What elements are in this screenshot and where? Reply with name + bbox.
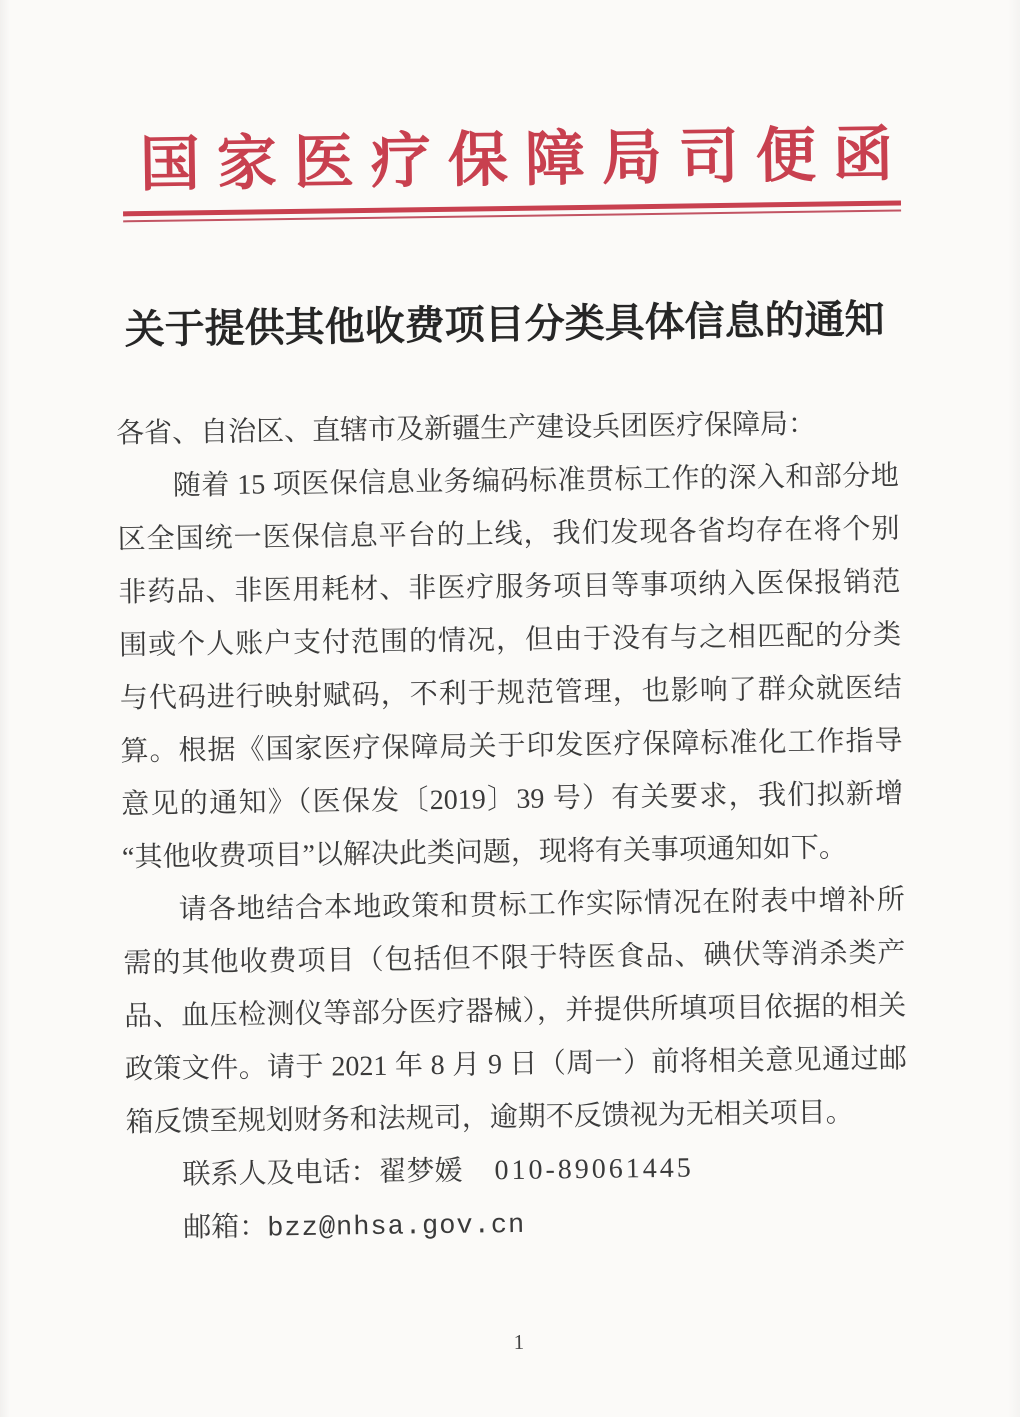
- document-body: [116, 397, 910, 1259]
- letterhead-title: 国家医疗保障局司便函: [139, 121, 911, 199]
- salutation-line: 各省、自治区、直辖市及新疆生产建设兵团医疗保障局：: [115, 408, 817, 450]
- email-line: [127, 1191, 910, 1258]
- contact-name: 翟梦媛: [378, 1155, 463, 1188]
- body-paragraph: 请各地结合本地政策和贯标工作实际情况在附表中增补所需的其他收费项目（包括但不限于特医食品、碘伏等消杀类产品、血压检测仪等部分医疗器械），并提供所填项目依据的相关政策文件。请于 2021 年 8 月 9 日（周一）前将相关意见通过邮箱反馈至规划财务和法规司，逾期不反馈视为无相关项目。: [123, 884, 908, 1139]
- letterhead-divider: [123, 200, 901, 222]
- email-label: 邮箱：: [183, 1211, 268, 1244]
- email-address: bzz@nhsa.gov.cn: [267, 1210, 526, 1245]
- document-title: 关于提供其他收费项目分类具体信息的通知: [124, 296, 885, 353]
- contact-phone: 010-89061445: [494, 1152, 695, 1187]
- page-number: 1: [513, 1329, 525, 1355]
- body-paragraph: 随着 15 项医保信息业务编码标准贯标工作的深入和部分地区全国统一医保信息平台的上线，我们发现各省均存在将个别非药品、非医用耗材、非医疗服务项目等事项纳入医保报销范围或个人账户支付范围的情况，但由于没有与之相匹配的分类与代码进行映射赋码，不利于规范管理，也影响了群众就医结算。根据《国家医疗保障局关于印发医疗保障标准化工作指导意见的通知》（医保发〔2019〕39 号）有关要求，我们拟新增“其他收费项目”以解决此类问题，现将有关事项通知如下。: [117, 460, 904, 874]
- contact-label: 联系人及电话：: [182, 1156, 379, 1191]
